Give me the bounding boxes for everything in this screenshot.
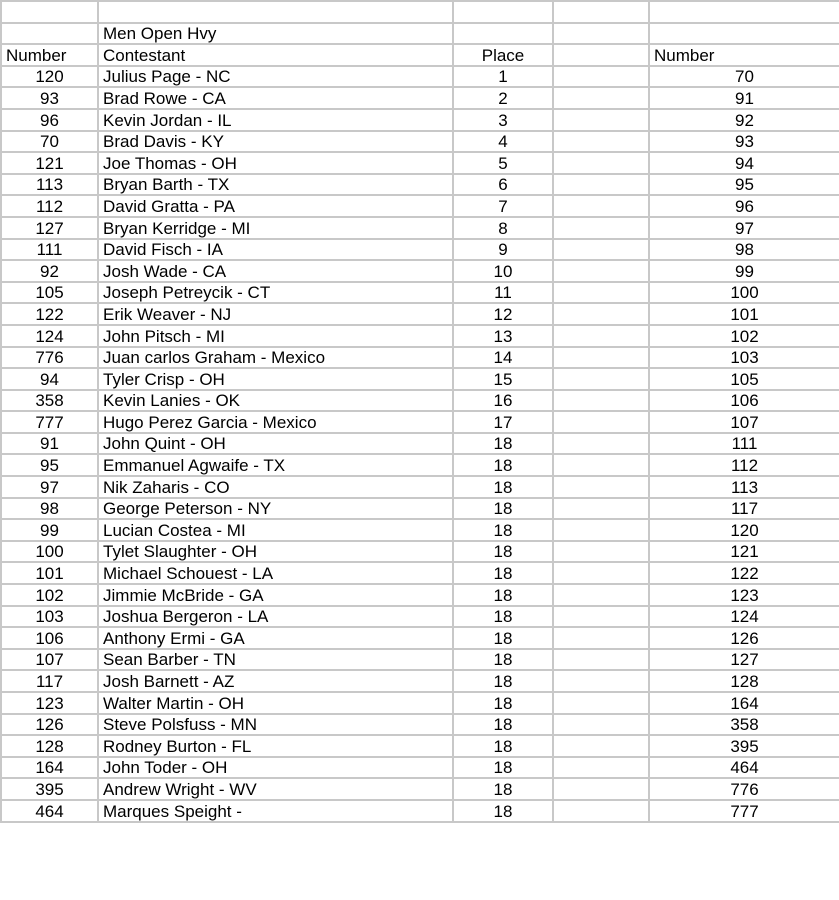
sorted-number-cell[interactable]: 776 <box>649 778 839 800</box>
contestant-number-cell[interactable]: 776 <box>1 347 98 369</box>
table-row <box>1 735 839 757</box>
place-cell[interactable]: 5 <box>453 152 553 174</box>
spreadsheet-body <box>1 1 839 822</box>
sorted-number-cell[interactable]: 358 <box>649 714 839 736</box>
contestant-name-cell[interactable]: Joshua Bergeron - LA <box>98 606 453 628</box>
table-row <box>1 584 839 606</box>
contestant-number-cell[interactable]: 94 <box>1 368 98 390</box>
empty-cell[interactable] <box>553 476 649 498</box>
sorted-number-cell[interactable]: 98 <box>649 239 839 261</box>
header-contestant[interactable]: Contestant <box>98 44 453 66</box>
sorted-number-cell[interactable]: 70 <box>649 66 839 88</box>
place-cell[interactable]: 4 <box>453 131 553 153</box>
table-row <box>1 454 839 476</box>
empty-cell[interactable] <box>553 347 649 369</box>
empty-cell[interactable] <box>553 303 649 325</box>
place-cell[interactable]: 18 <box>453 541 553 563</box>
place-cell[interactable]: 9 <box>453 239 553 261</box>
sorted-number-cell[interactable]: 105 <box>649 368 839 390</box>
sorted-number-cell[interactable]: 124 <box>649 606 839 628</box>
empty-cell[interactable] <box>553 325 649 347</box>
contestant-number-cell[interactable]: 124 <box>1 325 98 347</box>
empty-cell[interactable] <box>553 800 649 822</box>
header-place[interactable]: Place <box>453 44 553 66</box>
place-cell[interactable]: 18 <box>453 692 553 714</box>
empty-cell[interactable] <box>553 390 649 412</box>
contestant-name-cell[interactable]: Anthony Ermi - GA <box>98 627 453 649</box>
header-number-left[interactable]: Number <box>1 44 98 66</box>
contestant-number-cell[interactable]: 123 <box>1 692 98 714</box>
sorted-number-cell[interactable]: 122 <box>649 562 839 584</box>
title-row <box>1 23 839 45</box>
place-cell[interactable]: 10 <box>453 260 553 282</box>
place-cell[interactable]: 18 <box>453 433 553 455</box>
table-row <box>1 325 839 347</box>
place-cell[interactable]: 18 <box>453 670 553 692</box>
sorted-number-cell[interactable]: 100 <box>649 282 839 304</box>
empty-cell[interactable] <box>553 670 649 692</box>
empty-cell[interactable] <box>553 152 649 174</box>
contestant-name-cell[interactable]: Bryan Barth - TX <box>98 174 453 196</box>
contestant-number-cell[interactable]: 96 <box>1 109 98 131</box>
header-number-right[interactable]: Number <box>649 44 839 66</box>
place-cell[interactable]: 18 <box>453 627 553 649</box>
contestant-number-cell[interactable]: 111 <box>1 239 98 261</box>
header-row <box>1 44 839 66</box>
contestant-number-cell[interactable]: 106 <box>1 627 98 649</box>
table-row <box>1 282 839 304</box>
empty-cell[interactable] <box>553 649 649 671</box>
table-row <box>1 87 839 109</box>
sorted-number-cell[interactable]: 92 <box>649 109 839 131</box>
place-cell[interactable]: 18 <box>453 562 553 584</box>
table-row <box>1 476 839 498</box>
table-row <box>1 627 839 649</box>
table-row <box>1 692 839 714</box>
empty-cell[interactable] <box>649 1 839 23</box>
contestant-name-cell[interactable]: Lucian Costea - MI <box>98 519 453 541</box>
empty-cell[interactable] <box>553 131 649 153</box>
contestant-number-cell[interactable]: 777 <box>1 411 98 433</box>
sorted-number-cell[interactable]: 120 <box>649 519 839 541</box>
contestant-number-cell[interactable]: 95 <box>1 454 98 476</box>
sorted-number-cell[interactable]: 107 <box>649 411 839 433</box>
empty-cell[interactable] <box>553 606 649 628</box>
empty-row <box>1 1 839 23</box>
empty-cell[interactable] <box>553 714 649 736</box>
empty-cell[interactable] <box>553 260 649 282</box>
sorted-number-cell[interactable]: 97 <box>649 217 839 239</box>
contestant-name-cell[interactable]: Tyler Crisp - OH <box>98 368 453 390</box>
contestant-name-cell[interactable]: John Pitsch - MI <box>98 325 453 347</box>
contestant-number-cell[interactable]: 112 <box>1 195 98 217</box>
table-row <box>1 433 839 455</box>
place-cell[interactable]: 7 <box>453 195 553 217</box>
place-cell[interactable]: 1 <box>453 66 553 88</box>
contestant-name-cell[interactable]: Andrew Wright - WV <box>98 778 453 800</box>
contestant-name-cell[interactable]: David Fisch - IA <box>98 239 453 261</box>
empty-cell[interactable] <box>553 217 649 239</box>
sorted-number-cell[interactable]: 94 <box>649 152 839 174</box>
table-row <box>1 498 839 520</box>
contestant-number-cell[interactable]: 91 <box>1 433 98 455</box>
place-cell[interactable]: 12 <box>453 303 553 325</box>
table-row <box>1 519 839 541</box>
place-cell[interactable]: 18 <box>453 606 553 628</box>
contestant-number-cell[interactable]: 70 <box>1 131 98 153</box>
contestant-number-cell[interactable]: 395 <box>1 778 98 800</box>
empty-cell[interactable] <box>553 627 649 649</box>
table-row <box>1 152 839 174</box>
empty-cell[interactable] <box>1 1 98 23</box>
table-row <box>1 217 839 239</box>
sorted-number-cell[interactable]: 103 <box>649 347 839 369</box>
contestant-number-cell[interactable]: 117 <box>1 670 98 692</box>
sorted-number-cell[interactable]: 117 <box>649 498 839 520</box>
sorted-number-cell[interactable]: 99 <box>649 260 839 282</box>
contestant-name-cell[interactable]: Joe Thomas - OH <box>98 152 453 174</box>
contestant-name-cell[interactable]: Josh Barnett - AZ <box>98 670 453 692</box>
table-row <box>1 131 839 153</box>
place-cell[interactable]: 18 <box>453 519 553 541</box>
empty-cell[interactable] <box>553 109 649 131</box>
contestant-number-cell[interactable]: 101 <box>1 562 98 584</box>
contestant-name-cell[interactable]: Kevin Lanies - OK <box>98 390 453 412</box>
place-cell[interactable]: 18 <box>453 800 553 822</box>
contestant-name-cell[interactable]: Michael Schouest - LA <box>98 562 453 584</box>
sorted-number-cell[interactable]: 164 <box>649 692 839 714</box>
contestant-name-cell[interactable]: Walter Martin - OH <box>98 692 453 714</box>
contestant-name-cell[interactable]: Tylet Slaughter - OH <box>98 541 453 563</box>
empty-cell[interactable] <box>553 66 649 88</box>
division-title[interactable]: Men Open Hvy <box>98 23 453 45</box>
sorted-number-cell[interactable]: 127 <box>649 649 839 671</box>
sorted-number-cell[interactable]: 464 <box>649 757 839 779</box>
table-row <box>1 800 839 822</box>
table-row <box>1 714 839 736</box>
sorted-number-cell[interactable]: 128 <box>649 670 839 692</box>
place-cell[interactable]: 18 <box>453 454 553 476</box>
table-row <box>1 347 839 369</box>
contestant-name-cell[interactable]: Brad Davis - KY <box>98 131 453 153</box>
empty-cell[interactable] <box>553 239 649 261</box>
contestant-name-cell[interactable]: Jimmie McBride - GA <box>98 584 453 606</box>
place-cell[interactable]: 17 <box>453 411 553 433</box>
empty-cell[interactable] <box>553 433 649 455</box>
contestant-name-cell[interactable]: Marques Speight - <box>98 800 453 822</box>
table-row <box>1 260 839 282</box>
empty-cell[interactable] <box>553 87 649 109</box>
empty-cell[interactable] <box>553 735 649 757</box>
contestant-number-cell[interactable]: 128 <box>1 735 98 757</box>
contestant-name-cell[interactable]: Erik Weaver - NJ <box>98 303 453 325</box>
contestant-name-cell[interactable]: Sean Barber - TN <box>98 649 453 671</box>
contestant-number-cell[interactable]: 120 <box>1 66 98 88</box>
place-cell[interactable]: 18 <box>453 584 553 606</box>
place-cell[interactable]: 2 <box>453 87 553 109</box>
sorted-number-cell[interactable]: 112 <box>649 454 839 476</box>
sorted-number-cell[interactable]: 777 <box>649 800 839 822</box>
empty-cell[interactable] <box>553 498 649 520</box>
place-cell[interactable]: 13 <box>453 325 553 347</box>
contestant-name-cell[interactable]: Julius Page - NC <box>98 66 453 88</box>
contestant-number-cell[interactable]: 107 <box>1 649 98 671</box>
contestant-name-cell[interactable]: Joseph Petreycik - CT <box>98 282 453 304</box>
contestant-number-cell[interactable]: 164 <box>1 757 98 779</box>
sorted-number-cell[interactable]: 95 <box>649 174 839 196</box>
contestant-name-cell[interactable]: Josh Wade - CA <box>98 260 453 282</box>
empty-cell[interactable] <box>553 174 649 196</box>
table-row <box>1 109 839 131</box>
contestant-number-cell[interactable]: 102 <box>1 584 98 606</box>
table-row <box>1 411 839 433</box>
empty-cell[interactable] <box>553 1 649 23</box>
place-cell[interactable]: 6 <box>453 174 553 196</box>
contestant-name-cell[interactable]: Steve Polsfuss - MN <box>98 714 453 736</box>
contestant-name-cell[interactable]: Hugo Perez Garcia - Mexico <box>98 411 453 433</box>
empty-cell[interactable] <box>553 541 649 563</box>
contestant-name-cell[interactable]: Bryan Kerridge - MI <box>98 217 453 239</box>
contestant-number-cell[interactable]: 113 <box>1 174 98 196</box>
sorted-number-cell[interactable]: 126 <box>649 627 839 649</box>
contestant-number-cell[interactable]: 126 <box>1 714 98 736</box>
empty-cell[interactable] <box>98 1 453 23</box>
place-cell[interactable]: 18 <box>453 778 553 800</box>
contestant-number-cell[interactable]: 97 <box>1 476 98 498</box>
sorted-number-cell[interactable]: 91 <box>649 87 839 109</box>
empty-cell[interactable] <box>649 23 839 45</box>
place-cell[interactable]: 18 <box>453 735 553 757</box>
contestant-name-cell[interactable]: David Gratta - PA <box>98 195 453 217</box>
contestant-name-cell[interactable]: George Peterson - NY <box>98 498 453 520</box>
contestant-number-cell[interactable]: 92 <box>1 260 98 282</box>
table-row <box>1 303 839 325</box>
table-row <box>1 649 839 671</box>
empty-cell[interactable] <box>553 411 649 433</box>
sorted-number-cell[interactable]: 123 <box>649 584 839 606</box>
contestant-number-cell[interactable]: 93 <box>1 87 98 109</box>
table-row <box>1 239 839 261</box>
empty-cell[interactable] <box>553 44 649 66</box>
place-cell[interactable]: 18 <box>453 498 553 520</box>
place-cell[interactable]: 18 <box>453 757 553 779</box>
empty-cell[interactable] <box>553 757 649 779</box>
contestant-number-cell[interactable]: 358 <box>1 390 98 412</box>
empty-cell[interactable] <box>553 562 649 584</box>
contestant-name-cell[interactable]: Emmanuel Agwaife - TX <box>98 454 453 476</box>
table-row <box>1 66 839 88</box>
sorted-number-cell[interactable]: 395 <box>649 735 839 757</box>
contestant-number-cell[interactable]: 105 <box>1 282 98 304</box>
empty-cell[interactable] <box>553 282 649 304</box>
contestant-name-cell[interactable]: Nik Zaharis - CO <box>98 476 453 498</box>
place-cell[interactable]: 14 <box>453 347 553 369</box>
table-row <box>1 778 839 800</box>
contestant-number-cell[interactable]: 98 <box>1 498 98 520</box>
sorted-number-cell[interactable]: 102 <box>649 325 839 347</box>
sorted-number-cell[interactable]: 113 <box>649 476 839 498</box>
place-cell[interactable]: 18 <box>453 714 553 736</box>
table-row <box>1 670 839 692</box>
empty-cell[interactable] <box>553 368 649 390</box>
table-row <box>1 390 839 412</box>
table-row <box>1 368 839 390</box>
table-row <box>1 174 839 196</box>
place-cell[interactable]: 18 <box>453 476 553 498</box>
place-cell[interactable]: 18 <box>453 649 553 671</box>
table-row <box>1 541 839 563</box>
empty-cell[interactable] <box>553 23 649 45</box>
empty-cell[interactable] <box>1 23 98 45</box>
contestant-name-cell[interactable]: John Toder - OH <box>98 757 453 779</box>
contestant-number-cell[interactable]: 122 <box>1 303 98 325</box>
table-row <box>1 606 839 628</box>
place-cell[interactable]: 3 <box>453 109 553 131</box>
empty-cell[interactable] <box>553 519 649 541</box>
contestant-number-cell[interactable]: 99 <box>1 519 98 541</box>
sorted-number-cell[interactable]: 121 <box>649 541 839 563</box>
sorted-number-cell[interactable]: 101 <box>649 303 839 325</box>
empty-cell[interactable] <box>553 778 649 800</box>
sorted-number-cell[interactable]: 111 <box>649 433 839 455</box>
contestant-name-cell[interactable]: Juan carlos Graham - Mexico <box>98 347 453 369</box>
contestant-name-cell[interactable]: Brad Rowe - CA <box>98 87 453 109</box>
place-cell[interactable]: 11 <box>453 282 553 304</box>
table-row <box>1 562 839 584</box>
contestant-name-cell[interactable]: John Quint - OH <box>98 433 453 455</box>
empty-cell[interactable] <box>553 692 649 714</box>
contestant-number-cell[interactable]: 103 <box>1 606 98 628</box>
place-cell[interactable]: 8 <box>453 217 553 239</box>
empty-cell[interactable] <box>553 195 649 217</box>
table-row <box>1 757 839 779</box>
contestant-name-cell[interactable]: Rodney Burton - FL <box>98 735 453 757</box>
empty-cell[interactable] <box>453 1 553 23</box>
empty-cell[interactable] <box>553 584 649 606</box>
empty-cell[interactable] <box>553 454 649 476</box>
contestant-number-cell[interactable]: 121 <box>1 152 98 174</box>
place-cell[interactable]: 15 <box>453 368 553 390</box>
sorted-number-cell[interactable]: 96 <box>649 195 839 217</box>
empty-cell[interactable] <box>453 23 553 45</box>
table-row <box>1 195 839 217</box>
contestant-number-cell[interactable]: 127 <box>1 217 98 239</box>
sorted-number-cell[interactable]: 106 <box>649 390 839 412</box>
sorted-number-cell[interactable]: 93 <box>649 131 839 153</box>
place-cell[interactable]: 16 <box>453 390 553 412</box>
contestant-name-cell[interactable]: Kevin Jordan - IL <box>98 109 453 131</box>
contestant-number-cell[interactable]: 464 <box>1 800 98 822</box>
contestant-number-cell[interactable]: 100 <box>1 541 98 563</box>
